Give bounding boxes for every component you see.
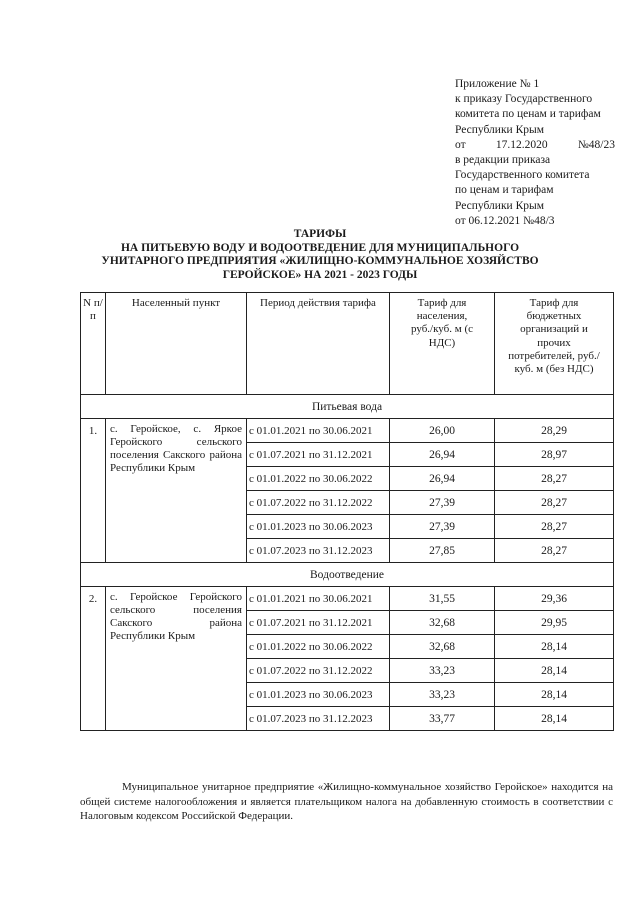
period-cell: с 01.01.2023 по 30.06.2023: [247, 683, 390, 707]
period-cell: с 01.01.2022 по 30.06.2022: [247, 467, 390, 491]
header-population-tariff: Тариф для населения, руб./куб. м (с НДС): [390, 293, 495, 395]
population-tariff-cell: 33,23: [390, 659, 495, 683]
amendment-line: от 06.12.2021 №48/3: [455, 214, 555, 227]
row-number: 1.: [81, 419, 106, 563]
title-line: НА ПИТЬЕВУЮ ВОДУ И ВОДООТВЕДЕНИЕ ДЛЯ МУНИЦИПАЛЬНОГО: [120, 241, 520, 254]
period-cell: с 01.07.2022 по 31.12.2022: [247, 491, 390, 515]
appendix-line: к приказу Государственного: [455, 93, 593, 106]
header-budget-tariff: Тариф для бюджетных организаций и прочих потребителей, руб./куб. м (без НДС): [495, 293, 614, 395]
title-line: ГЕРОЙСКОЕ» НА 2021 - 2023 ГОДЫ: [222, 268, 418, 281]
budget-tariff-cell: 29,95: [495, 611, 614, 635]
period-cell: с 01.07.2021 по 31.12.2021: [247, 611, 390, 635]
header-num: N п/п: [81, 293, 106, 395]
amendment-line: по ценам и тарифам: [455, 184, 554, 197]
budget-tariff-cell: 28,27: [495, 467, 614, 491]
order-reference: [455, 138, 615, 153]
period-cell: с 01.01.2023 по 30.06.2023: [247, 515, 390, 539]
order-number: №48/23: [577, 138, 615, 151]
budget-tariff-cell: 28,27: [495, 539, 614, 563]
table-row: [81, 587, 614, 611]
amendment-line: Государственного комитета: [455, 169, 590, 182]
period-cell: с 01.07.2023 по 31.12.2023: [247, 707, 390, 731]
population-tariff-cell: 32,68: [390, 635, 495, 659]
amendment-line: в редакции приказа: [455, 154, 551, 167]
appendix-line: Приложение № 1: [455, 78, 540, 90]
population-tariff-cell: 27,39: [390, 491, 495, 515]
period-cell: с 01.07.2022 по 31.12.2022: [247, 659, 390, 683]
period-cell: с 01.01.2022 по 30.06.2022: [247, 635, 390, 659]
order-from: от: [455, 138, 466, 151]
budget-tariff-cell: 29,36: [495, 587, 614, 611]
budget-tariff-cell: 28,14: [495, 707, 614, 731]
document-title: [80, 228, 560, 282]
budget-tariff-cell: 28,27: [495, 515, 614, 539]
header-location: Населенный пункт: [106, 293, 247, 395]
location-cell: с. Геройское, с. Яркое Геройского сельского поселения Сакского района Республики Крым: [106, 419, 247, 563]
population-tariff-cell: 33,77: [390, 707, 495, 731]
appendix-line: Республики Крым: [455, 123, 544, 136]
budget-tariff-cell: 28,27: [495, 491, 614, 515]
appendix-block: [455, 77, 615, 229]
order-date: 17.12.2020: [495, 138, 548, 151]
population-tariff-cell: 27,85: [390, 539, 495, 563]
period-cell: с 01.07.2021 по 31.12.2021: [247, 443, 390, 467]
location-cell: с. Геройское Геройского сельского поселения Сакского района Республики Крым: [106, 587, 247, 731]
population-tariff-cell: 26,94: [390, 443, 495, 467]
section-row: [81, 563, 614, 587]
section-row: [81, 395, 614, 419]
row-number: 2.: [81, 587, 106, 731]
section-title: Водоотведение: [81, 563, 614, 587]
period-cell: с 01.01.2021 по 30.06.2021: [247, 419, 390, 443]
population-tariff-cell: 32,68: [390, 611, 495, 635]
title-line: ТАРИФЫ: [293, 228, 347, 240]
population-tariff-cell: 26,94: [390, 467, 495, 491]
population-tariff-cell: 26,00: [390, 419, 495, 443]
budget-tariff-cell: 28,14: [495, 683, 614, 707]
budget-tariff-cell: 28,14: [495, 635, 614, 659]
budget-tariff-cell: 28,14: [495, 659, 614, 683]
tax-note: Муниципальное унитарное предприятие «Жилищно-коммунальное хозяйство Геройское» находится на общей системе налогообложения и является плательщиком налога на добавленную стоимость в соответствии с Налоговым кодексом Российской Федерации.: [80, 781, 613, 822]
period-cell: с 01.07.2023 по 31.12.2023: [247, 539, 390, 563]
amendment-line: Республики Крым: [455, 199, 544, 212]
budget-tariff-cell: 28,97: [495, 443, 614, 467]
title-line: УНИТАРНОГО ПРЕДПРИЯТИЯ «ЖИЛИЩНО-КОММУНАЛЬНОЕ ХОЗЯЙСТВО: [101, 255, 539, 268]
header-period: Период действия тарифа: [247, 293, 390, 395]
section-title: Питьевая вода: [81, 395, 614, 419]
period-cell: с 01.01.2021 по 30.06.2021: [247, 587, 390, 611]
table-header-row: [81, 293, 614, 395]
appendix-line: комитета по ценам и тарифам: [455, 108, 601, 121]
population-tariff-cell: 33,23: [390, 683, 495, 707]
table-row: [81, 419, 614, 443]
population-tariff-cell: 31,55: [390, 587, 495, 611]
budget-tariff-cell: 28,29: [495, 419, 614, 443]
tariff-table: [80, 292, 614, 731]
population-tariff-cell: 27,39: [390, 515, 495, 539]
